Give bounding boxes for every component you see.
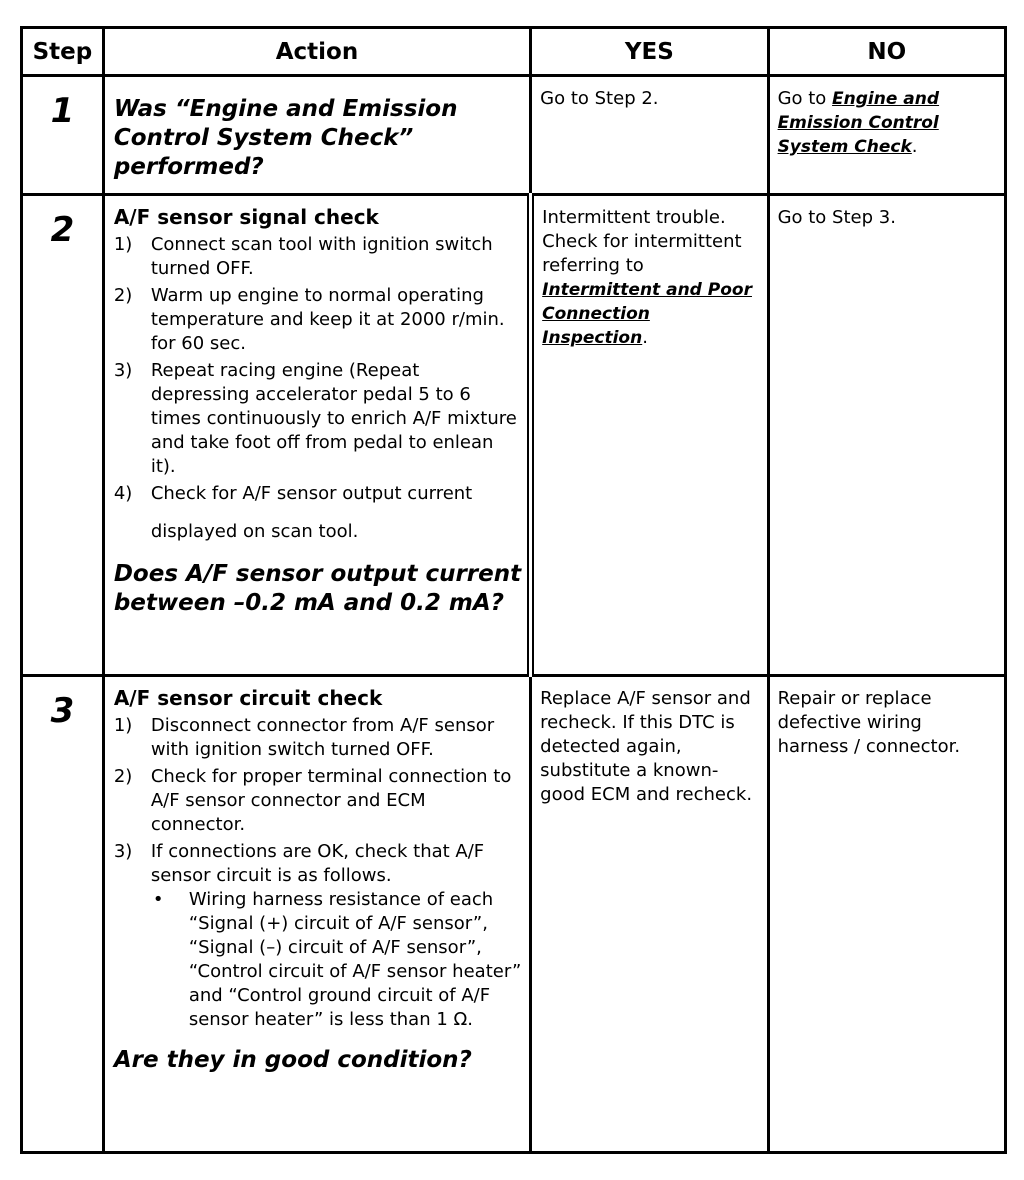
bullet-icon: • bbox=[152, 889, 164, 910]
step-number: 1 bbox=[22, 76, 104, 195]
link-intermittent-inspection[interactable]: Intermittent and Poor Connection Inspection bbox=[542, 280, 752, 348]
item-text: Repeat racing engine (Repeat depressing accelerator pedal 5 to 6 times continuously to enrich A/F mixture and take foot off from pedal to enlean it). bbox=[150, 360, 517, 477]
step-title: A/F sensor circuit check bbox=[113, 686, 383, 710]
no-suffix: . bbox=[911, 136, 918, 157]
header-yes: YES bbox=[531, 28, 768, 76]
no-text: Go to bbox=[777, 88, 833, 109]
action-cell bbox=[103, 676, 530, 1153]
table-row bbox=[22, 676, 1006, 1153]
list-item bbox=[114, 840, 523, 888]
list-item bbox=[114, 765, 523, 837]
question: Does A/F sensor output current between –0.2 mA and 0.2 mA? bbox=[113, 561, 522, 616]
step-number: 3 bbox=[22, 676, 104, 1153]
item-number: 4) bbox=[113, 483, 133, 504]
no-cell bbox=[768, 76, 1005, 195]
item-text: Warm up engine to normal operating temperature and keep it at 2000 r/min. for 60 sec. bbox=[150, 285, 505, 354]
list-item bbox=[114, 233, 521, 281]
header-step: Step bbox=[22, 28, 104, 76]
action-cell bbox=[103, 195, 530, 676]
yes-cell bbox=[531, 195, 768, 676]
action-cell bbox=[103, 76, 530, 195]
yes-cell: Replace A/F sensor and recheck. If this DTC is detected again, substitute a known-good ECM and recheck. bbox=[531, 676, 768, 1153]
bullet-text: Wiring harness resistance of each “Signal (+) circuit of A/F sensor”, “Signal (–) circuit of A/F sensor”, “Control circuit of A/F sensor heater” and “Control ground circuit of A/F sensor heater” is less than 1 Ω. bbox=[188, 889, 522, 1030]
list-item bbox=[114, 714, 523, 762]
item-text: Connect scan tool with ignition switch turned OFF. bbox=[150, 234, 493, 279]
item-number: 1) bbox=[113, 234, 133, 255]
item-text: If connections are OK, check that A/F sensor circuit is as follows. bbox=[150, 841, 485, 886]
yes-cell: Go to Step 2. bbox=[531, 76, 768, 195]
table-row bbox=[22, 76, 1006, 195]
list-item bbox=[114, 284, 521, 356]
step-title: A/F sensor signal check bbox=[113, 205, 379, 229]
no-cell: Repair or replace defective wiring harness / connector. bbox=[768, 676, 1005, 1153]
item-text: Check for A/F sensor output current bbox=[150, 483, 473, 504]
item-number: 2) bbox=[113, 285, 133, 306]
bullet-item bbox=[151, 888, 523, 1032]
list-item bbox=[114, 482, 521, 506]
question: Are they in good condition? bbox=[113, 1047, 472, 1073]
table-row bbox=[22, 195, 1006, 676]
yes-suffix: . bbox=[642, 327, 648, 348]
item-number: 2) bbox=[113, 766, 133, 787]
header-row bbox=[22, 28, 1006, 76]
list-item bbox=[114, 359, 521, 479]
item-number: 3) bbox=[113, 360, 133, 381]
step-number: 2 bbox=[22, 195, 104, 676]
diagnostic-table bbox=[20, 26, 1007, 1154]
item-number: 1) bbox=[113, 715, 133, 736]
header-no: NO bbox=[768, 28, 1005, 76]
link-engine-emission-check[interactable]: Engine and Emission Control System Check bbox=[777, 89, 940, 157]
question: Was “Engine and Emission Control System Check” performed? bbox=[113, 96, 458, 180]
item-text: Check for proper terminal connection to A/F sensor connector and ECM connector. bbox=[150, 766, 512, 835]
no-cell: Go to Step 3. bbox=[768, 195, 1005, 676]
item-text: Disconnect connector from A/F sensor with ignition switch turned OFF. bbox=[150, 715, 495, 760]
item-continuation: displayed on scan tool. bbox=[150, 521, 359, 542]
yes-text: Intermittent trouble. Check for intermittent referring to bbox=[542, 207, 742, 276]
header-action: Action bbox=[103, 28, 530, 76]
item-number: 3) bbox=[113, 841, 133, 862]
